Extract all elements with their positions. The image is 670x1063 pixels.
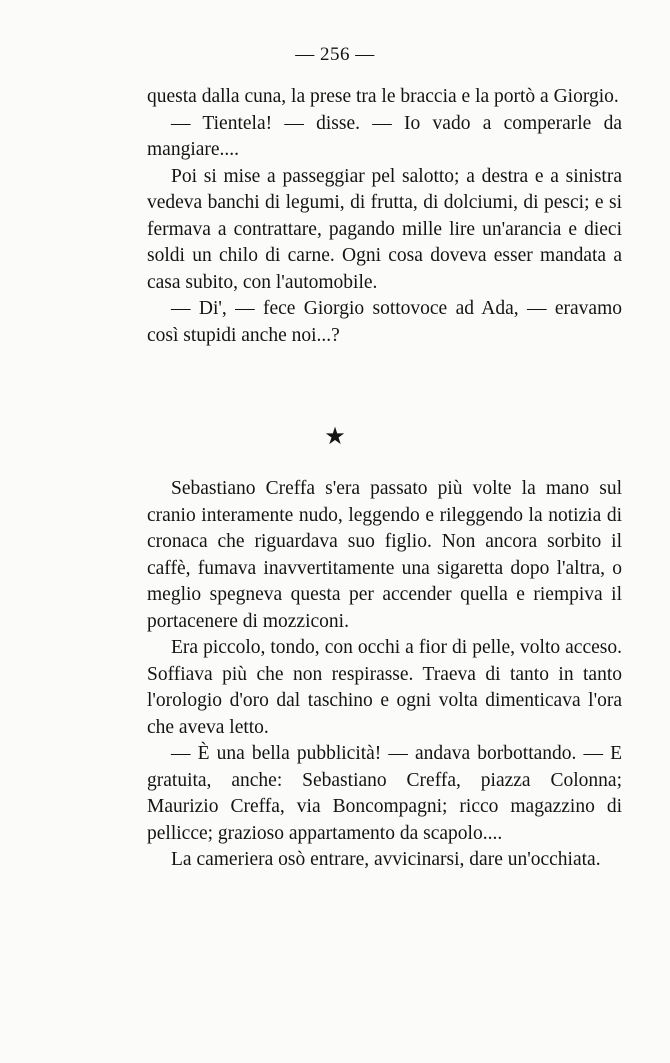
bottom-text-section	[147, 476, 622, 874]
paragraph: Sebastiano Creffa s'era passato più volte la mano sul cranio interamente nudo, leggendo e rileggendo la notizia di cronaca che riguardava suo figlio. Non ancora sorbito il caffè, fumava inavvertitamente una sigaretta dopo l'altra, o meglio spegneva questa per accender quella e riempiva il portacenere di mozziconi.	[147, 478, 622, 632]
paragraph: Poi si mise a passeggiar pel salotto; a destra e a sinistra vedeva banchi di legumi, di frutta, di dolciumi, di pesci; e si fermava a contrattare, pagando mille lire un'arancia e dieci soldi un chilo di carne. Ogni cosa doveva esser mandata a casa subito, con l'automobile.	[147, 165, 622, 293]
paragraph: Era piccolo, tondo, con occhi a fior di pelle, volto acceso. Soffiava più che non respirasse. Traeva di tanto in tanto l'orologio d'oro dal taschino e ogni volta dimenticava l'ora che aveva letto.	[147, 637, 622, 738]
paragraph: — Tientela! — disse. — Io vado a comperarle da mangiare....	[147, 112, 622, 160]
page-number: — 256 —	[295, 44, 375, 65]
paragraph: La cameriera osò entrare, avvicinarsi, dare un'occhiata.	[171, 849, 601, 870]
section-separator-star-icon: ★	[324, 424, 346, 450]
paragraph: questa dalla cuna, la prese tra le braccia e la portò a Giorgio.	[147, 86, 619, 107]
paragraph: — Di', — fece Giorgio sottovoce ad Ada, — eravamo così stupidi anche noi...?	[147, 298, 622, 346]
top-text-section	[147, 84, 622, 349]
paragraph: — È una bella pubblicità! — andava borbottando. — E gratuita, anche: Sebastiano Creffa, piazza Colonna; Maurizio Creffa, via Boncompagni; ricco magazzino di pellicce; grazioso appartamento da scapolo....	[147, 743, 622, 844]
